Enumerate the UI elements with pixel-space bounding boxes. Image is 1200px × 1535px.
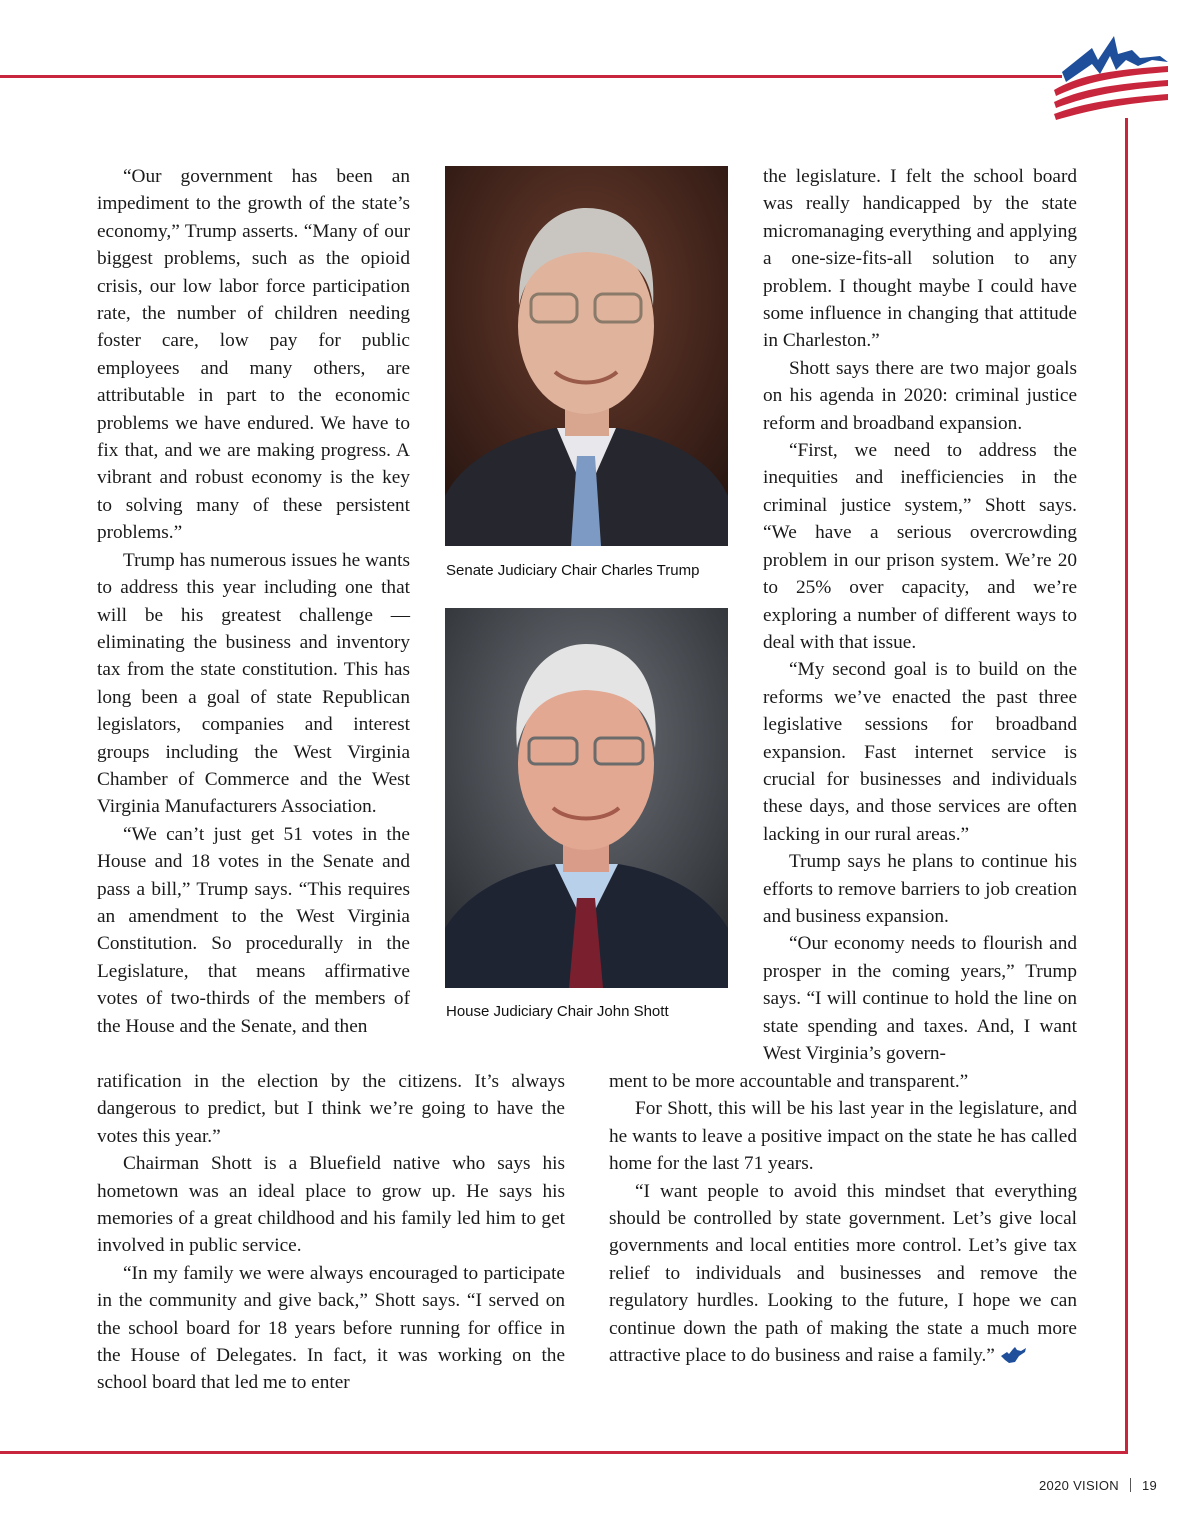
paragraph-final bbox=[609, 1178, 1077, 1370]
bottom-left-column bbox=[97, 1068, 565, 1397]
paragraph: the legislature. I felt the school board was really handicapped by the state micromanaging everything and applying a one-size-fits-all solution to any problem. I thought maybe I could have some influence in changing that attitude in Charleston.” bbox=[763, 166, 1077, 352]
right-column bbox=[763, 163, 1077, 1067]
portrait-john-shott bbox=[445, 608, 728, 988]
paragraph: For Shott, this will be his last year in the legislature, and he wants to leave a positive impact on the state he has called home for the last 71 years. bbox=[609, 1098, 1077, 1175]
paragraph: “Our government has been an impediment to the growth of the state’s economy,” Trump asserts. “Many of our biggest problems, such as the opioid crisis, our low labor force participation rate, the number of children needing foster care, low pay for public employees and many others, are attributable in part to the economic problems we have endured. We have to fix that, and we are making progress. A vibrant and robust economy is the key to solving many of these persistent problems.” bbox=[97, 166, 410, 544]
final-paragraph-text: “I want people to avoid this mindset that everything should be controlled by state government. Let’s give local governments and local entities more control. Let’s give tax relief to individuals and businesses and remove the regulatory hurdles. Looking to the future, I hope we can continue down the path of making the state a much more attractive place to do business and raise a family.” bbox=[609, 1180, 1077, 1367]
paragraph: “In my family we were always encouraged to participate in the community and give back,” Shott says. “I served on the school board for 18 years before running for office in the House of Delegates. In fact, it was working on the school board that led me to enter bbox=[97, 1262, 565, 1394]
paragraph: “First, we need to address the inequities and inefficiencies in the criminal justice system,” Shott says. “We have a serious overcrowding problem in our prison system. We’re 20 to 25% over capacity, and we’re exploring a number of different ways to deal with that issue. bbox=[763, 440, 1077, 653]
paragraph: ratification in the election by the citizens. It’s always dangerous to predict, but I think we’re going to have the votes this year.” bbox=[97, 1071, 565, 1147]
bottom-rule bbox=[0, 1451, 1128, 1454]
paragraph: “Our economy needs to flourish and prosper in the coming years,” Trump says. “I will continue to hold the line on state spending and taxes. And, I want West Virginia’s govern- bbox=[763, 933, 1077, 1064]
photo-caption: House Judiciary Chair John Shott bbox=[446, 1003, 669, 1020]
publication-name: 2020 VISION bbox=[1039, 1478, 1119, 1493]
paragraph: Trump says he plans to continue his efforts to remove barriers to job creation and business expansion. bbox=[763, 851, 1077, 927]
paragraph: Shott says there are two major goals on his agenda in 2020: criminal justice reform and broadband expansion. bbox=[763, 357, 1077, 434]
portrait-charles-trump bbox=[445, 166, 728, 546]
top-rule bbox=[0, 75, 1062, 78]
paragraph: Trump has numerous issues he wants to address this year including one that will be his greatest challenge — eliminating the business and inventory tax from the state constitution. This has long been a goal of state Republican legislators, companies and interest groups including the West Virginia Chamber of Commerce and the West Virginia Manufacturers Association. bbox=[97, 549, 410, 818]
right-rule bbox=[1125, 118, 1128, 1454]
footer-divider bbox=[1130, 1478, 1131, 1492]
bottom-right-column bbox=[609, 1068, 1077, 1369]
photo-caption: Senate Judiciary Chair Charles Trump bbox=[446, 562, 700, 579]
paragraph: “We can’t just get 51 votes in the House and 18 votes in the Senate and pass a bill,” Trump says. “This requires an amendment to the West Virginia Constitution. So procedurally in the Legislature, that means affirmative votes of two-thirds of the members of the House and the Senate, and then bbox=[97, 823, 410, 1037]
wv-flag-swoosh-logo bbox=[1052, 30, 1170, 122]
paragraph: “My second goal is to build on the reforms we’ve enacted the past three legislative sessions for broadband expansion. Fast internet service is crucial for businesses and individuals these days, and those services are often lacking in our rural areas.” bbox=[763, 659, 1077, 845]
paragraph: ment to be more accountable and transparent.” bbox=[609, 1071, 969, 1092]
west-virginia-state-icon bbox=[999, 1346, 1027, 1364]
page-footer bbox=[1039, 1478, 1157, 1493]
left-column bbox=[97, 163, 410, 1040]
paragraph: Chairman Shott is a Bluefield native who says his hometown was an ideal place to grow up. He says his memories of a great childhood and his family led him to get involved in public service. bbox=[97, 1153, 565, 1257]
page-number: 19 bbox=[1141, 1478, 1157, 1493]
